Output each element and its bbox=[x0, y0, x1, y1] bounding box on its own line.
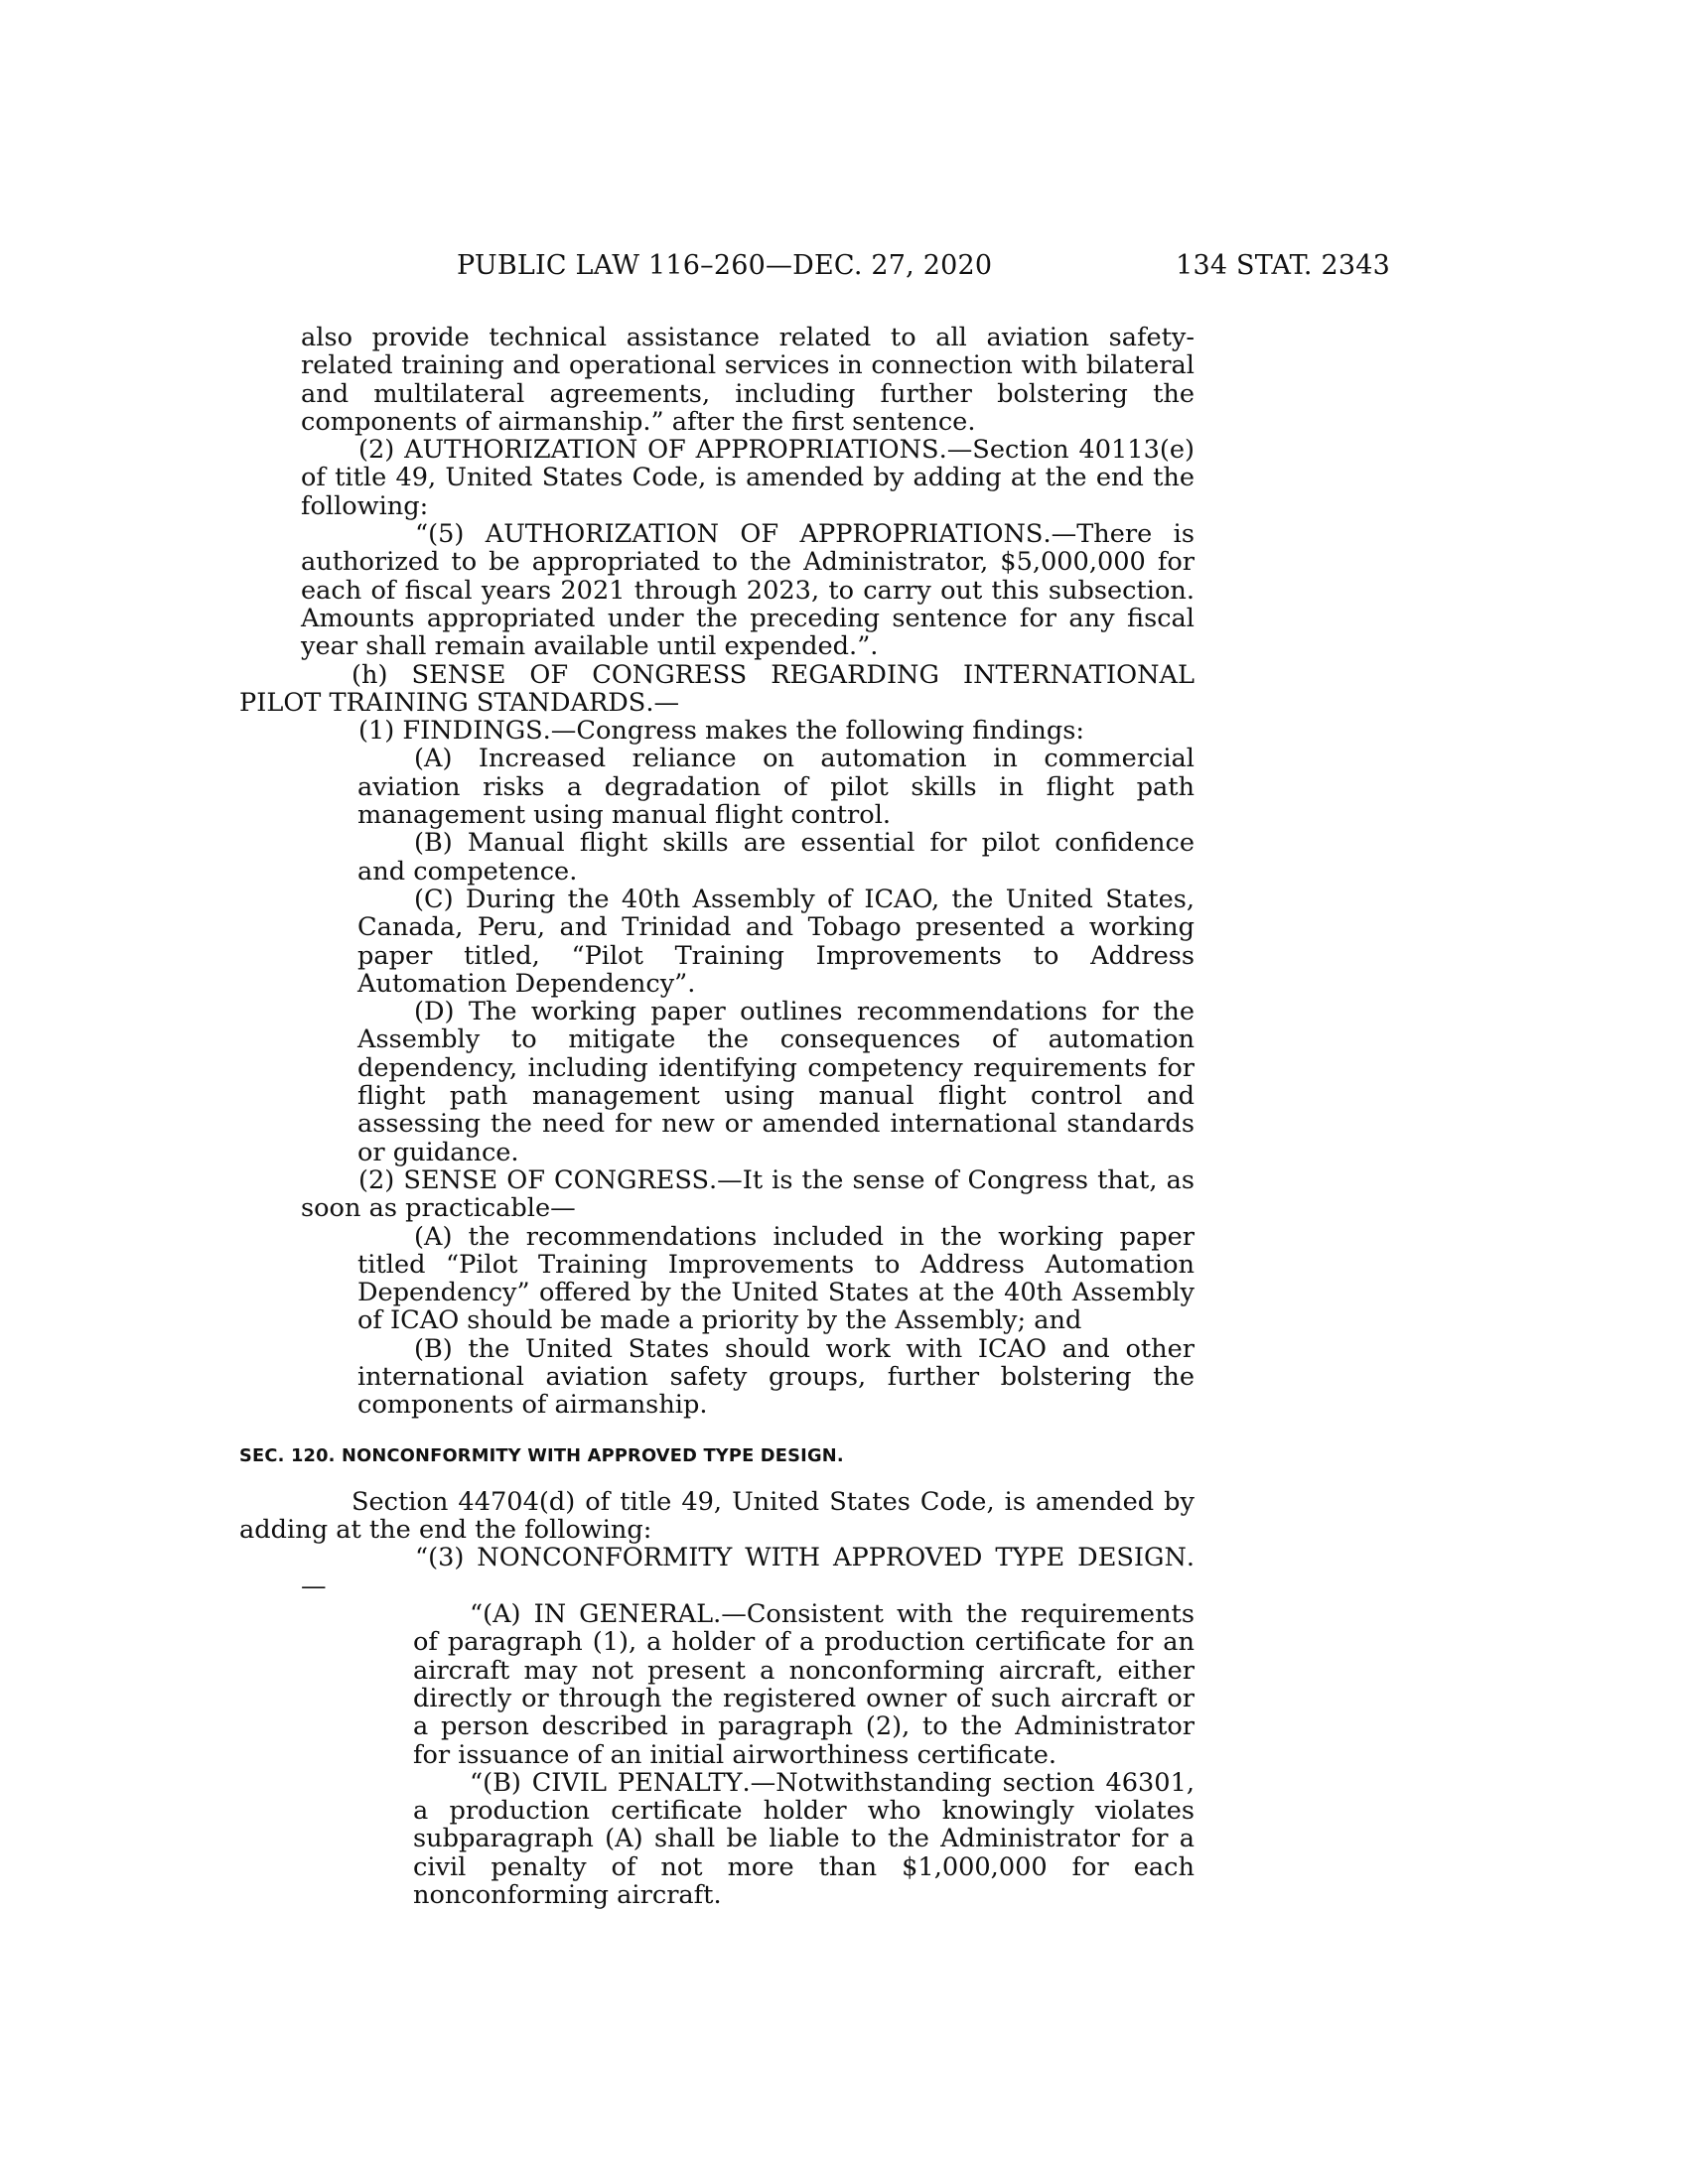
subparagraph-a bbox=[413, 1600, 1195, 1769]
sense-item-text: (A) the recommendations included in the working paper titled “Pilot Training Improvements to Address Automation Dependency” offered by the United States at the 40th Assembly of ICAO should be made a priority by the Assembly; and bbox=[357, 1221, 1195, 1336]
quoted-paragraph-3 bbox=[301, 1544, 1195, 1600]
paragraph-dash: .— bbox=[301, 1543, 1196, 1601]
paragraph-text: .—It is the sense of Congress that, as soon as practicable— bbox=[301, 1164, 1195, 1224]
document-body bbox=[239, 323, 1196, 1911]
paragraph-heading: NONCONFORMITY WITH APPROVED TYPE DESIGN bbox=[477, 1543, 1187, 1573]
subparagraph-letter: “(B) bbox=[470, 1767, 521, 1798]
paragraph-number: (2) bbox=[358, 435, 395, 466]
paragraph-heading: FINDINGS bbox=[402, 716, 543, 747]
running-header bbox=[457, 250, 1390, 290]
paragraph-text: .—Section 40113(e) of title 49, United States Code, is amended by adding at the end the following: bbox=[301, 435, 1195, 521]
paragraph-sense-of-congress bbox=[301, 1166, 1195, 1223]
subsection-dash: .— bbox=[645, 687, 680, 718]
section-heading: SEC. 120. NONCONFORMITY WITH APPROVED TYPE DESIGN. bbox=[239, 1444, 844, 1466]
paragraph-heading: AUTHORIZATION OF APPROPRIATIONS bbox=[404, 435, 939, 466]
finding-text: (C) During the 40th Assembly of ICAO, the United States, Canada, Peru, and Trinidad and Tobago presented a working paper titled, “Pilot Training Improvements to Address Automation Dependency”. bbox=[357, 884, 1195, 999]
paragraph-number: (1) bbox=[358, 716, 395, 747]
finding-text: (A) Increased reliance on automation in commercial aviation risks a degradation of pilot skills in flight path management using manual flight control. bbox=[357, 744, 1195, 831]
subparagraph-letter: “(A) bbox=[470, 1599, 521, 1630]
subsection-h bbox=[239, 661, 1195, 718]
finding-text: (B) Manual flight skills are essential for pilot confidence and competence. bbox=[357, 828, 1195, 887]
sense-item-b bbox=[357, 1335, 1195, 1420]
subsection-heading: SENSE OF CONGRESS REGARDING INTERNATIONAL PILOT TRAINING STANDARDS bbox=[239, 659, 1196, 718]
paragraph-number: (2) bbox=[358, 1164, 395, 1195]
continued-paragraph bbox=[301, 324, 1195, 436]
finding-d bbox=[357, 998, 1195, 1166]
paragraph-text: .—Congress makes the following findings: bbox=[542, 716, 1085, 747]
statute-page-number: 134 STAT. 2343 bbox=[1176, 250, 1390, 281]
subparagraph-b bbox=[413, 1769, 1195, 1909]
sense-item-a bbox=[357, 1223, 1195, 1335]
sense-item-text: (B) the United States should work with ICAO and other international aviation safety groups, further bolstering the components of airmanship. bbox=[357, 1333, 1195, 1421]
subsection-letter: (h) bbox=[352, 659, 388, 690]
paragraph-number: “(5) bbox=[415, 519, 465, 550]
section-intro bbox=[239, 1488, 1195, 1545]
paragraph-authorization bbox=[301, 436, 1195, 520]
paragraph-heading: AUTHORIZATION OF APPROPRIATIONS bbox=[485, 519, 1044, 550]
paragraph-findings bbox=[301, 717, 1195, 745]
public-law-citation: PUBLIC LAW 116–260—DEC. 27, 2020 bbox=[457, 250, 993, 281]
finding-b bbox=[357, 829, 1195, 886]
finding-c bbox=[357, 886, 1195, 998]
finding-a bbox=[357, 745, 1195, 829]
subparagraph-text: .—Consistent with the requirements of paragraph (1), a holder of a production certificate for an aircraft may not present a nonconforming aircraft, either directly or through the registered owner of such aircraft or a person described in paragraph (2), to the Administrator for issuance of an initial airworthiness certificate. bbox=[413, 1599, 1195, 1770]
paragraph-text: .—There is authorized to be appropriated to the Administrator, $5,000,000 for each of fiscal years 2021 through 2023, to carry out this subsection. Amounts appropriated under the preceding sentence for any fiscal year shall remain available until expended.”. bbox=[301, 519, 1195, 662]
paragraph-heading: SENSE OF CONGRESS bbox=[403, 1164, 709, 1195]
continued-paragraph-text: also provide technical assistance related to all aviation safety-related training and operational services in connection with bilateral and multilateral agreements, including further bolstering the components of airmanship.” after the first sentence. bbox=[301, 323, 1195, 437]
subparagraph-heading: CIVIL PENALTY bbox=[531, 1767, 743, 1798]
finding-text: (D) The working paper outlines recommendations for the Assembly to mitigate the consequences of automation dependency, including identifying competency requirements for flight path management using manual flight control and assessing the need for new or amended international standards or guidance. bbox=[357, 997, 1195, 1167]
quoted-paragraph-5 bbox=[301, 520, 1195, 660]
section-intro-text: Section 44704(d) of title 49, United States Code, is amended by adding at the end the following: bbox=[239, 1486, 1195, 1546]
subparagraph-heading: IN GENERAL bbox=[533, 1599, 714, 1630]
paragraph-number: “(3) bbox=[415, 1543, 465, 1573]
subparagraph-text: .—Notwithstanding section 46301, a production certificate holder who knowingly violates subparagraph (A) shall be liable to the Administrator for a civil penalty of not more than $1,000,000 for each nonconforming aircraft. bbox=[413, 1767, 1195, 1911]
